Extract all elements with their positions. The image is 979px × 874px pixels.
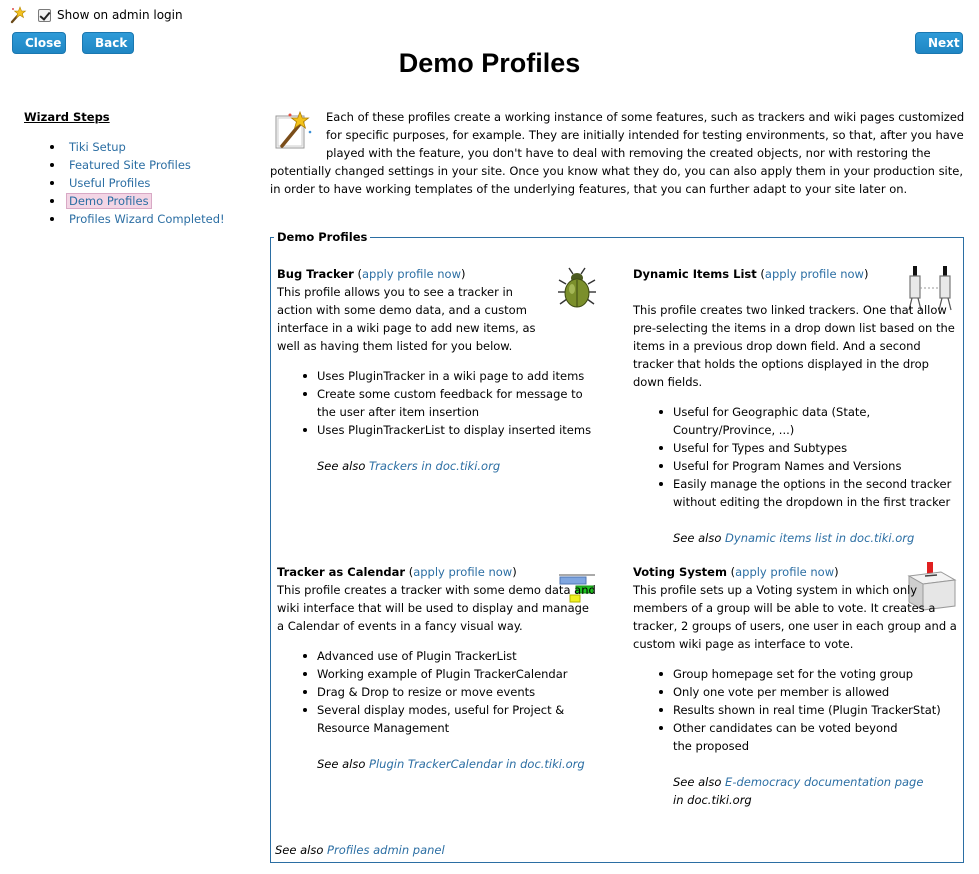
list-item: Easily manage the options in the second tracker without editing the dropdown in the first tracker — [633, 475, 958, 511]
profile-name: Voting System — [633, 565, 727, 579]
profile-feature-list — [277, 647, 607, 737]
list-item: Uses PluginTrackerList to display inserted items — [277, 421, 607, 439]
profile-card-dynamic-items-list: Dynamic Items List (apply profile now) This profile creates two linked trackers. One that allow pre-selecting the items in a drop down list based on the items in a previous drop down field. And a second tracker that holds the options displayed in the drop down fields. Useful for Geographic data (State, Country/Province, ...) Useful for Types and Subtypes Useful for Program Names and Versions Easily manage the options in the second tracker without editing the dropdown in the first tracker See also Dynamic items list in doc.tiki.org — [633, 265, 958, 547]
footer-see-also: See also Profiles admin panel — [275, 843, 445, 857]
see-also-link[interactable]: E-democracy documentation page — [725, 775, 924, 789]
profiles-admin-panel-link[interactable]: Profiles admin panel — [327, 843, 445, 857]
page-title: Demo Profiles — [398, 48, 581, 78]
apply-profile-link[interactable]: apply profile now — [764, 267, 864, 281]
see-also-link[interactable]: Dynamic items list in doc.tiki.org — [725, 531, 915, 545]
see-also: See also E-democracy documentation page in doc.tiki.org — [673, 775, 924, 807]
see-also: See also Plugin TrackerCalendar in doc.tiki.org — [317, 757, 585, 771]
profile-card-bug-tracker: Bug Tracker (apply profile now) This profile allows you to see a tracker in action with some demo data, and a custom interface in a wiki page to add new items, as well as having them listed for you below. Uses PluginTracker in a wiki page to add items Create some custom feedback for message to the user after item insertion Uses PluginTrackerList to display inserted items See also Trackers in doc.tiki.org — [277, 265, 607, 475]
see-also-link[interactable]: Plugin TrackerCalendar in doc.tiki.org — [369, 757, 585, 771]
see-also: See also Trackers in doc.tiki.org — [317, 459, 501, 473]
see-also-link[interactable]: Trackers in doc.tiki.org — [369, 459, 501, 473]
list-item: Advanced use of Plugin TrackerList — [277, 647, 607, 665]
profile-card-voting-system: Voting System (apply profile now) This profile sets up a Voting system in which only members of a group will be able to vote. It creates a tracker, 2 groups of users, one user in each group and a custom wiki page as interface to vote. Group homepage set for the voting group Only one vote per member is allowed Results shown in real time (Plugin TrackerStat) Other candidates can be voted beyond the proposed See also E-democracy documentation page in doc.tiki.org — [633, 565, 957, 807]
list-item: Uses PluginTracker in a wiki page to add items — [277, 367, 607, 385]
list-item: Useful for Geographic data (State, Country/Province, ...) — [633, 403, 883, 439]
profile-description: This profile allows you to see a tracker in action with some demo data, and a custom interface in a wiki page to add new items, as well as having them listed for you below. — [277, 285, 536, 353]
next-button[interactable]: Next — [915, 32, 963, 54]
list-item: Other candidates can be voted beyond the proposed — [633, 719, 908, 755]
wizard-steps-heading: Wizard Steps — [24, 110, 110, 124]
profile-name: Dynamic Items List — [633, 267, 757, 281]
profile-description: This profile creates two linked trackers. One that allow pre-selecting the items in a drop down list based on the items in a previous drop down field. And a second tracker that holds the options displayed in the drop down fields. — [633, 303, 955, 389]
list-item: Only one vote per member is allowed — [633, 683, 958, 701]
list-item: Useful for Program Names and Versions — [633, 457, 958, 475]
checkbox-checked-icon[interactable] — [38, 9, 51, 22]
list-item: Several display modes, useful for Project & Resource Management — [277, 701, 567, 737]
intro-description: Each of these profiles create a working instance of some features, such as trackers and wiki pages customized for specific purposes, for example. They are initially intended for testing environments, so that, after you have played with the feature, you don't have to deal with removing the created objects, nor with restoring the potentially changed settings in your site. Once you know what they do, you can also apply them in your production site, in order to have working templates of the underlying features, that you can further adapt to your site later on. — [270, 110, 965, 196]
profile-feature-list — [633, 665, 958, 755]
wizard-step-demo-profiles[interactable]: Demo Profiles — [48, 192, 225, 210]
wizard-steps-list — [48, 138, 225, 228]
show-on-admin-login-checkbox[interactable] — [38, 8, 183, 22]
apply-profile-link[interactable]: apply profile now — [361, 267, 461, 281]
apply-profile-link[interactable]: apply profile now — [735, 565, 835, 579]
list-item: Create some custom feedback for message to the user after item insertion — [277, 385, 597, 421]
profile-name: Bug Tracker — [277, 267, 354, 281]
profile-feature-list — [633, 403, 958, 511]
show-on-admin-login-label: Show on admin login — [57, 8, 183, 22]
wizard-hat-icon — [270, 108, 316, 152]
profile-description: This profile sets up a Voting system in which only members of a group will be able to vote. It creates a tracker, 2 groups of users, one user in each group and a custom wiki page as interface to vote. — [633, 583, 957, 651]
demo-profiles-legend: Demo Profiles — [274, 230, 370, 244]
wizard-step-useful-profiles[interactable]: Useful Profiles — [48, 174, 225, 192]
wizard-step-featured-site-profiles[interactable]: Featured Site Profiles — [48, 156, 225, 174]
wizard-wand-icon — [9, 6, 27, 24]
list-item: Group homepage set for the voting group — [633, 665, 958, 683]
profile-name: Tracker as Calendar — [277, 565, 406, 579]
list-item: Results shown in real time (Plugin TrackerStat) — [633, 701, 958, 719]
list-item: Working example of Plugin TrackerCalendar — [277, 665, 607, 683]
profile-feature-list — [277, 367, 607, 439]
apply-profile-link[interactable]: apply profile now — [413, 565, 513, 579]
close-button[interactable]: Close — [12, 32, 66, 54]
see-also: See also Dynamic items list in doc.tiki.org — [673, 531, 915, 545]
wizard-step-tiki-setup[interactable]: Tiki Setup — [48, 138, 225, 156]
back-button[interactable]: Back — [82, 32, 134, 54]
wizard-step-profiles-wizard-completed[interactable]: Profiles Wizard Completed! — [48, 210, 225, 228]
profile-description: This profile creates a tracker with some demo data and wiki interface that will be used to display and manage a Calendar of events in a fancy visual way. — [277, 583, 596, 633]
intro-icon-spacer — [270, 108, 326, 152]
list-item: Useful for Types and Subtypes — [633, 439, 958, 457]
intro-text-block — [270, 108, 970, 198]
list-item: Drag & Drop to resize or move events — [277, 683, 607, 701]
profile-card-tracker-as-calendar: Tracker as Calendar (apply profile now) This profile creates a tracker with some demo data and wiki interface that will be used to display and manage a Calendar of events in a fancy visual way. Advanced use of Plugin TrackerList Working example of Plugin TrackerCalendar Drag & Drop to resize or move events Several display modes, useful for Project & Resource Management See also Plugin TrackerCalendar in doc.tiki.org — [277, 563, 607, 773]
